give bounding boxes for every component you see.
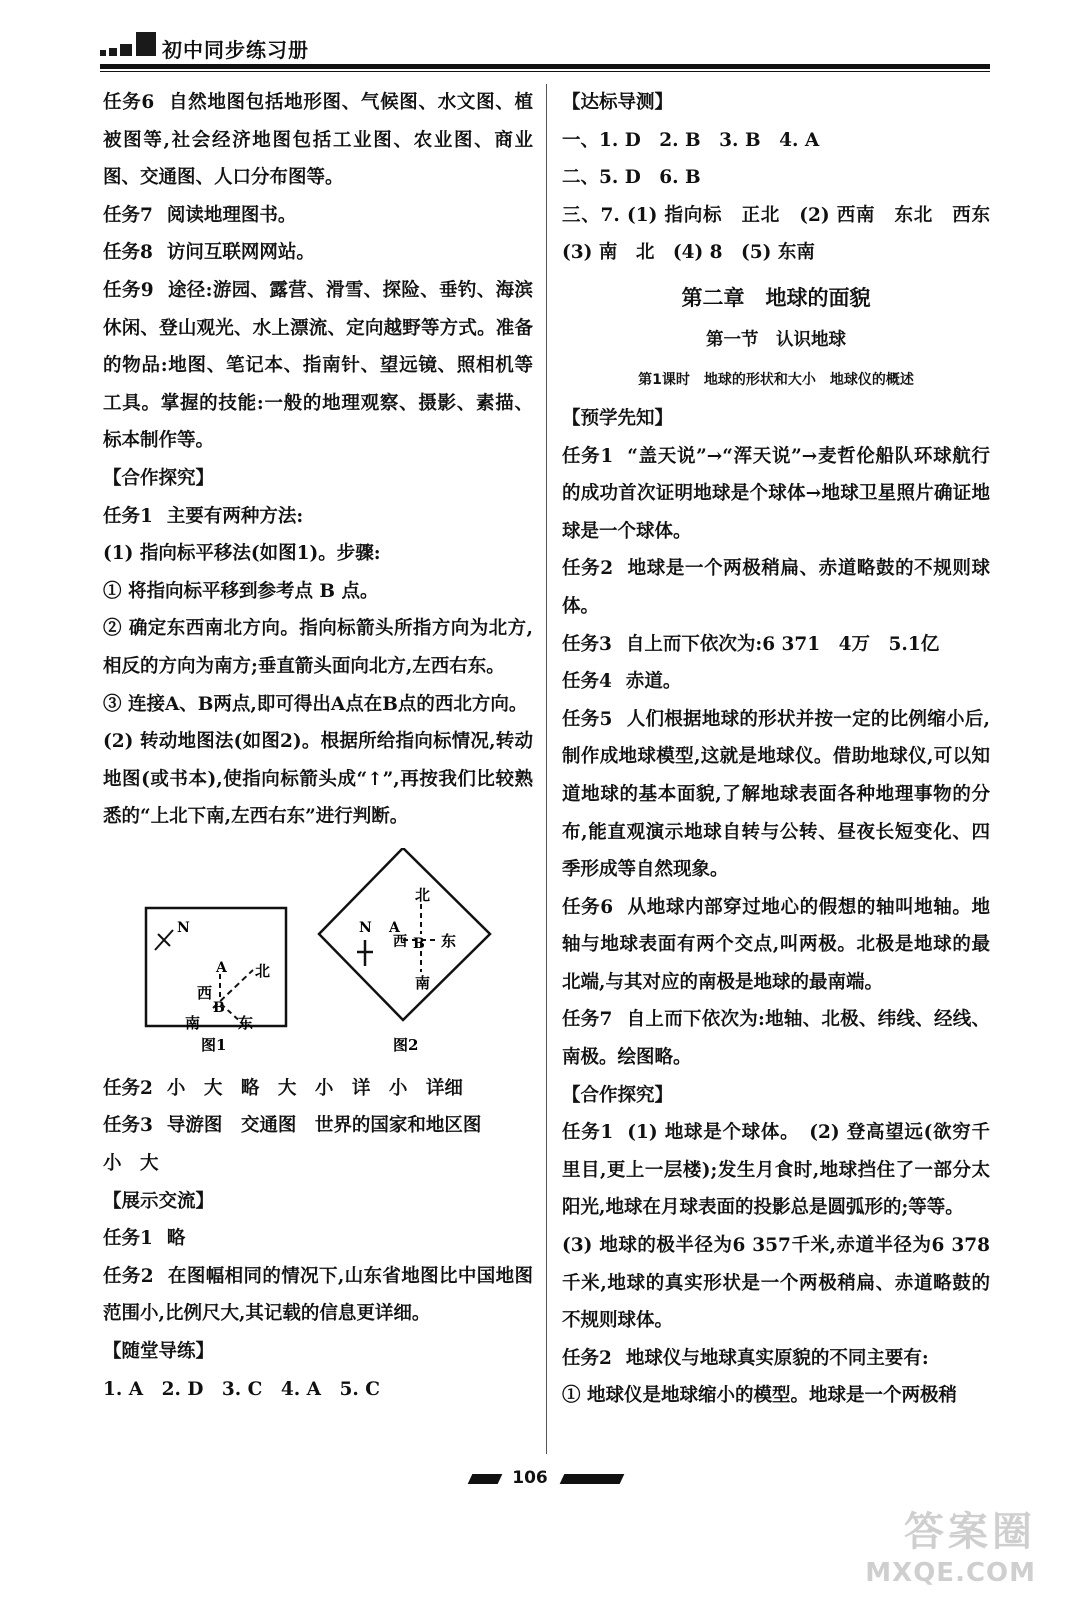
fig1-east-label: 东 [238, 1013, 254, 1032]
yuxue-task-1: 任务1 “盖天说”→“浑天说”→麦哲伦船队环球航行的成功首次证明地球是个球体→地球卫星照片确证地球是一个球体。 [562, 445, 990, 542]
direction-figures-svg [103, 848, 533, 1068]
fig2-caption: 图2 [393, 1035, 419, 1054]
dabiao-answers-1: 一、1. D 2. B 3. B 4. A [562, 129, 820, 151]
figure-1 [146, 908, 286, 1054]
hezuo-task-1-line-2: ① 将指向标平移到参考点 B 点。 [103, 580, 379, 602]
fig2-b-label: B [413, 935, 425, 952]
right-column [562, 84, 1009, 1415]
hezuo-task-1: 任务1 主要有两种方法: [103, 505, 304, 527]
zhanshi-task-2: 任务2 在图幅相同的情况下,山东省地图比中国地图范围小,比例尺大,其记载的信息更详细。 [103, 1265, 533, 1325]
section-yuxue-xianzhi: 【预学先知】 [562, 407, 674, 429]
fig1-west-label: 西 [197, 983, 213, 1002]
fig2-north-label: 北 [415, 885, 431, 904]
header-rule-thin [100, 71, 990, 72]
direction-figures [103, 848, 533, 1068]
yuxue-task-3: 任务3 自上而下依次为:6 371 4万 5.1亿 [562, 633, 940, 655]
lesson-title: 第1课时 地球的形状和大小 地球仪的概述 [638, 371, 914, 388]
task-6: 任务6 自然地图包括地形图、气候图、水文图、植被图等,社会经济地图包括工业图、农业图、商业图、交通图、人口分布图等。 [103, 92, 533, 189]
hezuo2-task-1-cont: (3) 地球的极半径为6 357千米,赤道半径为6 378千米,地球的真实形状是一个两极稍扁、赤道略鼓的不规则球体。 [562, 1235, 990, 1332]
task-7: 任务7 阅读地理图书。 [103, 204, 297, 226]
hezuo2-task-2: 任务2 地球仪与地球真实原貌的不同主要有: [562, 1347, 929, 1369]
fig1-a-label: A [216, 959, 227, 976]
task-9: 任务9 途径:游园、露营、滑雪、探险、垂钓、海滨休闲、登山观光、水上漂流、定向越野等方式。准备的物品:地图、笔记本、指南针、望远镜、照相机等工具。掌握的技能:一般的地理观察、摄影、素描、标本制作等。 [103, 279, 533, 452]
hezuo-task-3-cont: 小 大 [103, 1153, 159, 1175]
page-footer [0, 1460, 1066, 1500]
hezuo2-task-2-cont: ① 地球仪是地球缩小的模型。地球是一个两极稍 [562, 1385, 957, 1407]
hezuo2-task-1: 任务1 (1) 地球是个球体。 (2) 登高望远(欲穷千里目,更上一层楼);发生月食时,地球挡住了一部分太阳光,地球在月球表面的投影总是圆弧形的;等等。 [562, 1122, 990, 1219]
fig2-east-label: 东 [441, 931, 457, 950]
yuxue-task-7: 任务7 自上而下依次为:地轴、北极、纬线、经线、南极。绘图略。 [562, 1009, 990, 1069]
hezuo-task-1-line-3: ② 确定东西南北方向。指向标箭头所指方向为北方,相反的方向为南方;垂直箭头面向北方,左西右东。 [103, 618, 533, 677]
header-squares-icon [100, 28, 160, 62]
header-rule [100, 64, 990, 69]
watermark [846, 1500, 1036, 1596]
yuxue-task-6: 任务6 从地球内部穿过地心的假想的轴叫地轴。地轴与地球表面有两个交点,叫两极。北极是地球的最北端,与其对应的南极是地球的最南端。 [562, 896, 990, 993]
fig2-a-label: A [389, 919, 400, 936]
dabiao-answers-3: 三、7. (1) 指向标 正北 (2) 西南 东北 西东 (3) 南 北 (4) 8 (5) 东南 [562, 204, 1009, 264]
yuxue-task-2: 任务2 地球是一个两极稍扁、赤道略鼓的不规则球体。 [562, 558, 990, 617]
hezuo-task-3: 任务3 导游图 交通图 世界的国家和地区图 [103, 1115, 482, 1137]
fig1-south-label: 南 [185, 1013, 201, 1032]
yuxue-task-5: 任务5 人们根据地球的形状并按一定的比例缩小后,制作成地球模型,这就是地球仪。借助地球仪,可以知道地球的基本面貌,了解地球表面各种地理事物的分布,能直观演示地球自转与公转、昼夜长短变化、四季形成等自然现象。 [562, 708, 990, 881]
chapter-title: 第二章 地球的面貌 [681, 285, 871, 310]
section-suitang-daolian: 【随堂导练】 [103, 1341, 215, 1363]
left-column [103, 84, 533, 1408]
dabiao-answers-2: 二、5. D 6. B [562, 167, 701, 189]
zhanshi-task-1: 任务1 略 [103, 1228, 186, 1250]
fig2-west-label: 西 [393, 933, 407, 950]
section-title: 第一节 认识地球 [706, 329, 846, 350]
section-zhanshi-jiaoliu: 【展示交流】 [103, 1190, 215, 1212]
page-number: 106 [512, 1468, 548, 1488]
footer-deco-left [468, 1474, 503, 1484]
header-title: 初中同步练习册 [162, 38, 309, 62]
hezuo-task-1-line-4: ③ 连接A、B两点,即可得出A点在B点的西北方向。 [103, 693, 528, 715]
page-header [100, 22, 990, 72]
fig1-n-label: N [177, 919, 190, 936]
section-hezuo-tanjiu: 【合作探究】 [103, 467, 215, 489]
fig2-south-label: 南 [415, 973, 431, 992]
watermark-top: 答案圈 [904, 1509, 1036, 1555]
section-dabiao-daoce: 【达标导测】 [562, 92, 674, 113]
fig1-north-label: 北 [255, 961, 271, 980]
footer-deco-right [560, 1474, 625, 1484]
hezuo-task-1-line-1: (1) 指向标平移法(如图1)。步骤: [103, 543, 381, 565]
fig1-caption: 图1 [201, 1035, 227, 1054]
fig1-b-label: B [213, 999, 225, 1016]
column-divider [546, 84, 547, 1454]
yuxue-task-4: 任务4 赤道。 [562, 671, 682, 693]
fig2-n-label: N [359, 919, 372, 936]
hezuo-task-1-line-5: (2) 转动地图法(如图2)。根据所给指向标情况,转动地图(或书本),使指向标箭头成“↑”,再按我们比较熟悉的“上北下南,左西右东”进行判断。 [103, 731, 533, 828]
section-hezuo-tanjiu-2: 【合作探究】 [562, 1084, 674, 1106]
hezuo-task-2: 任务2 小 大 略 大 小 详 小 详细 [103, 1077, 463, 1099]
suitang-answers: 1. A 2. D 3. C 4. A 5. C [103, 1378, 380, 1400]
watermark-bottom: MXQE.COM [865, 1558, 1036, 1588]
figure-2 [319, 848, 490, 1054]
task-8: 任务8 访问互联网网站。 [103, 242, 315, 264]
